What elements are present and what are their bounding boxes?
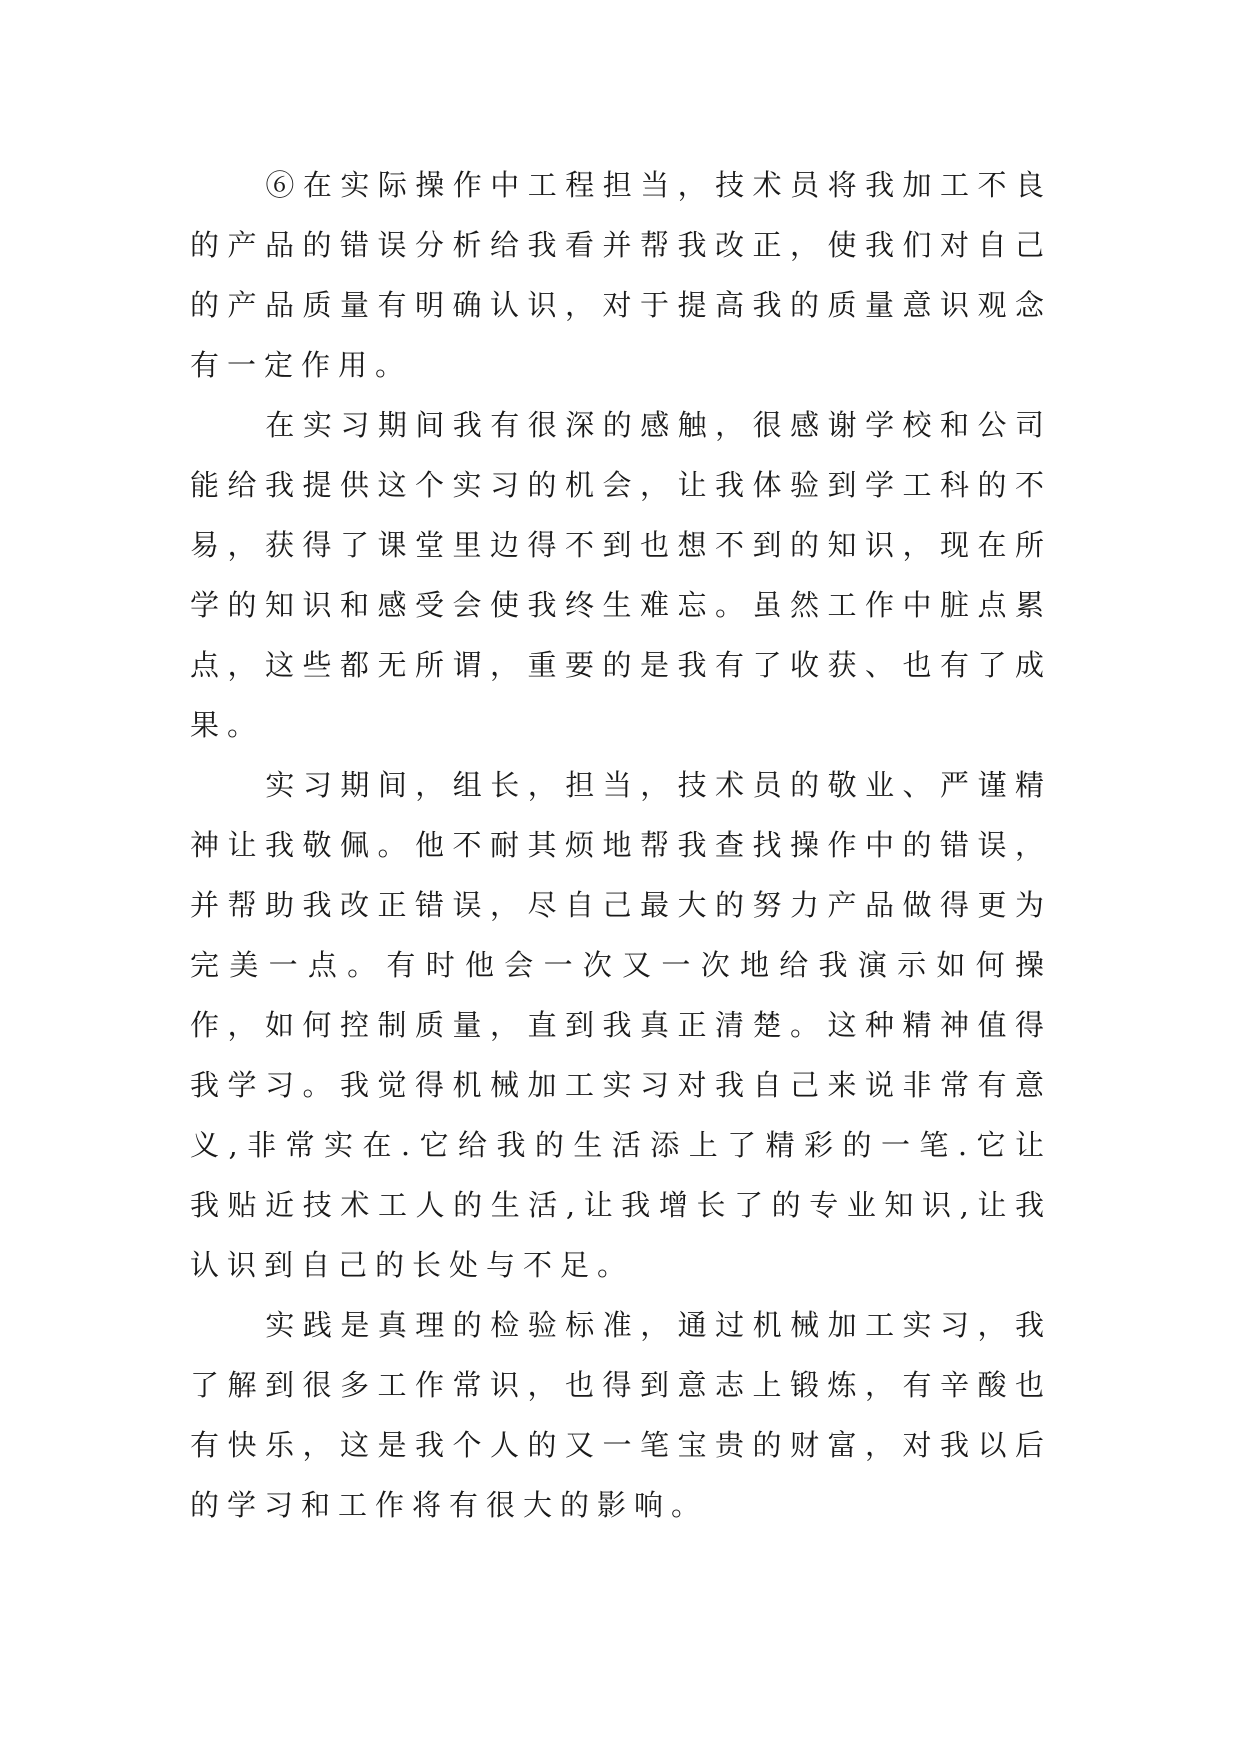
paragraph-2: 在实习期间我有很深的感触，很感谢学校和公司能给我提供这个实习的机会，让我体验到学工科的不易，获得了课堂里边得不到也想不到的知识，现在所学的知识和感受会使我终生难忘。虽然工作中脏点累点，这些都无所谓，重要的是我有了收获、也有了成果。: [190, 408, 1052, 742]
document-body: [190, 155, 1052, 1535]
paragraph-1: ⑥在实际操作中工程担当，技术员将我加工不良的产品的错误分析给我看并帮我改正，使我们对自己的产品质量有明确认识，对于提高我的质量意识观念有一定作用。: [190, 168, 1052, 382]
paragraph-4: 实践是真理的检验标准，通过机械加工实习，我了解到很多工作常识，也得到意志上锻炼，有辛酸也有快乐，这是我个人的又一笔宝贵的财富，对我以后的学习和工作将有很大的影响。: [190, 1308, 1052, 1522]
paragraph-3: 实习期间，组长，担当，技术员的敬业、严谨精神让我敬佩。他不耐其烦地帮我查找操作中的错误，并帮助我改正错误，尽自己最大的努力产品做得更为完美一点。有时他会一次又一次地给我演示如何操作，如何控制质量，直到我真正清楚。这种精神值得我学习。我觉得机械加工实习对我自己来说非常有意义,非常实在.它给我的生活添上了精彩的一笔.它让我贴近技术工人的生活,让我增长了的专业知识,让我认识到自己的长处与不足。: [190, 768, 1052, 1282]
